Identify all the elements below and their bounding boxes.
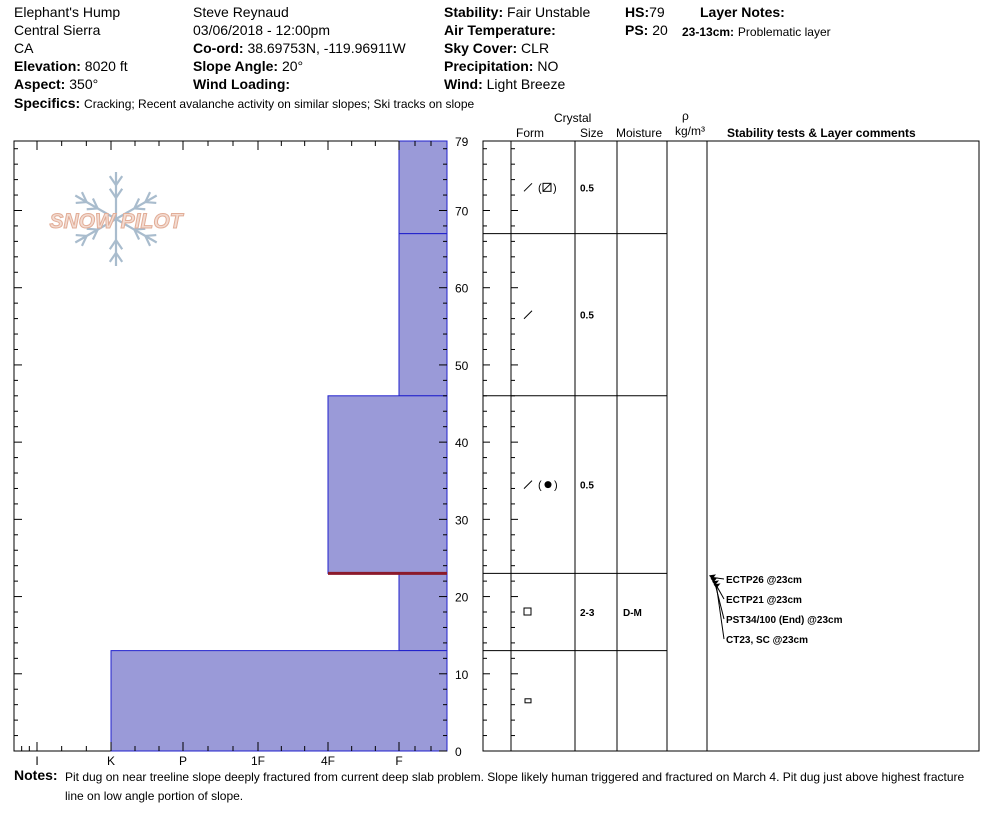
coordinates: Co-ord: 38.69753N, -119.96911W bbox=[193, 40, 406, 56]
air-temperature: Air Temperature: bbox=[444, 22, 556, 38]
hardness-label: I bbox=[35, 754, 39, 768]
paren-close: ) bbox=[553, 182, 557, 195]
layer-table-frame bbox=[483, 141, 979, 751]
rounded-grain-icon bbox=[545, 481, 552, 488]
layer-notes-title: Layer Notes: bbox=[700, 4, 785, 20]
hardness-layer-3 bbox=[328, 396, 447, 574]
depth-label: 10 bbox=[455, 667, 469, 682]
layer-note: 23-13cm: Problematic layer bbox=[682, 25, 831, 39]
table-depth-ticks bbox=[483, 149, 575, 751]
stability-test-label: ECTP26 @23cm bbox=[726, 575, 802, 586]
depth-label: 30 bbox=[455, 513, 469, 528]
stability-test-label: CT23, SC @23cm bbox=[726, 635, 809, 646]
hardness-layer-2 bbox=[399, 234, 447, 396]
moisture-value: D-M bbox=[623, 608, 642, 620]
crystal-form-icon bbox=[524, 480, 558, 492]
depth-label: 20 bbox=[455, 590, 469, 605]
hardness-layer-4 bbox=[399, 573, 447, 650]
elevation: Elevation: 8020 ft bbox=[14, 58, 128, 74]
depth-label: 0 bbox=[455, 745, 462, 759]
paren-close: ) bbox=[554, 479, 558, 492]
faceted-rounded-slash bbox=[543, 183, 551, 191]
hardness-label: 4F bbox=[320, 754, 336, 768]
stability-test-label: PST34/100 (End) @23cm bbox=[726, 615, 843, 626]
faceted-small-icon bbox=[525, 699, 531, 703]
observer: Steve Reynaud bbox=[193, 4, 289, 20]
decomp-icon bbox=[524, 183, 532, 191]
faceted-icon bbox=[524, 608, 531, 615]
form-header: Form bbox=[516, 126, 544, 140]
ps-value: PS: 20 bbox=[625, 22, 668, 38]
depth-label: 60 bbox=[455, 281, 469, 296]
state-name: CA bbox=[14, 40, 34, 56]
depth-label: 50 bbox=[455, 358, 469, 373]
site-name: Elephant's Hump bbox=[14, 4, 121, 20]
hardness-label: K bbox=[106, 754, 116, 768]
stability-tests bbox=[709, 574, 843, 646]
hardness-label: P bbox=[178, 754, 188, 768]
hs-value: HS:79 bbox=[625, 4, 665, 20]
logo-text: SNOW PILOT bbox=[49, 210, 183, 233]
notes-text: Pit dug on near treeline slope deeply fractured from current deep slab problem. Slope likely human triggered and fractured on March 4. Pit dug just above highest fracture line on low angle portion of slope. bbox=[65, 770, 965, 803]
precipitation: Precipitation: NO bbox=[444, 58, 559, 74]
table-column-dividers bbox=[511, 141, 707, 751]
grain-size: 2-3 bbox=[580, 608, 595, 620]
aspect: Aspect: 350° bbox=[14, 76, 99, 92]
depth-label: 70 bbox=[455, 204, 469, 219]
flake-branch bbox=[145, 235, 156, 236]
rho-header: ρ bbox=[682, 109, 689, 123]
density-unit: kg/m³ bbox=[675, 124, 705, 138]
flake-branch bbox=[145, 202, 156, 203]
crystal-form-icon bbox=[525, 699, 531, 703]
grain-size: 0.5 bbox=[580, 183, 594, 195]
sky-cover: Sky Cover: CLR bbox=[444, 40, 550, 56]
decomp-icon bbox=[524, 311, 532, 319]
range-name: Central Sierra bbox=[14, 22, 101, 38]
crystal-form-icon bbox=[524, 182, 557, 194]
notes-label: Notes: bbox=[14, 767, 58, 783]
hardness-layer-5 bbox=[111, 651, 447, 751]
crystal-form-icon bbox=[524, 608, 531, 615]
flake-branch bbox=[76, 235, 87, 236]
depth-label: 40 bbox=[455, 436, 469, 451]
crystal-form-icon bbox=[524, 311, 532, 319]
stability: Stability: Fair Unstable bbox=[444, 4, 591, 20]
flake-branch bbox=[76, 202, 87, 203]
slope-angle: Slope Angle: 20° bbox=[193, 58, 304, 74]
snowpilot-logo bbox=[50, 172, 185, 266]
grain-size: 0.5 bbox=[580, 480, 594, 492]
hardness-label: 1F bbox=[250, 754, 266, 768]
depth-label: 79 bbox=[455, 135, 469, 149]
grain-size: 0.5 bbox=[580, 310, 594, 322]
size-header: Size bbox=[580, 126, 604, 140]
stability-tests-header: Stability tests & Layer comments bbox=[727, 126, 916, 140]
datetime: 03/06/2018 - 12:00pm bbox=[193, 22, 330, 38]
hardness-layer-1 bbox=[399, 141, 447, 234]
moisture-header: Moisture bbox=[616, 126, 663, 140]
paren-open: ( bbox=[538, 182, 542, 195]
hardness-label: F bbox=[395, 754, 403, 768]
wind: Wind: Light Breeze bbox=[444, 76, 566, 92]
wind-loading: Wind Loading: bbox=[193, 76, 291, 92]
specifics: Specifics: Cracking; Recent avalanche activity on similar slopes; Ski tracks on slope bbox=[14, 95, 475, 111]
crystal-header: Crystal bbox=[554, 111, 592, 125]
decomp-icon bbox=[524, 481, 532, 489]
paren-open: ( bbox=[538, 479, 542, 492]
stability-test-label: ECTP21 @23cm bbox=[726, 595, 802, 606]
